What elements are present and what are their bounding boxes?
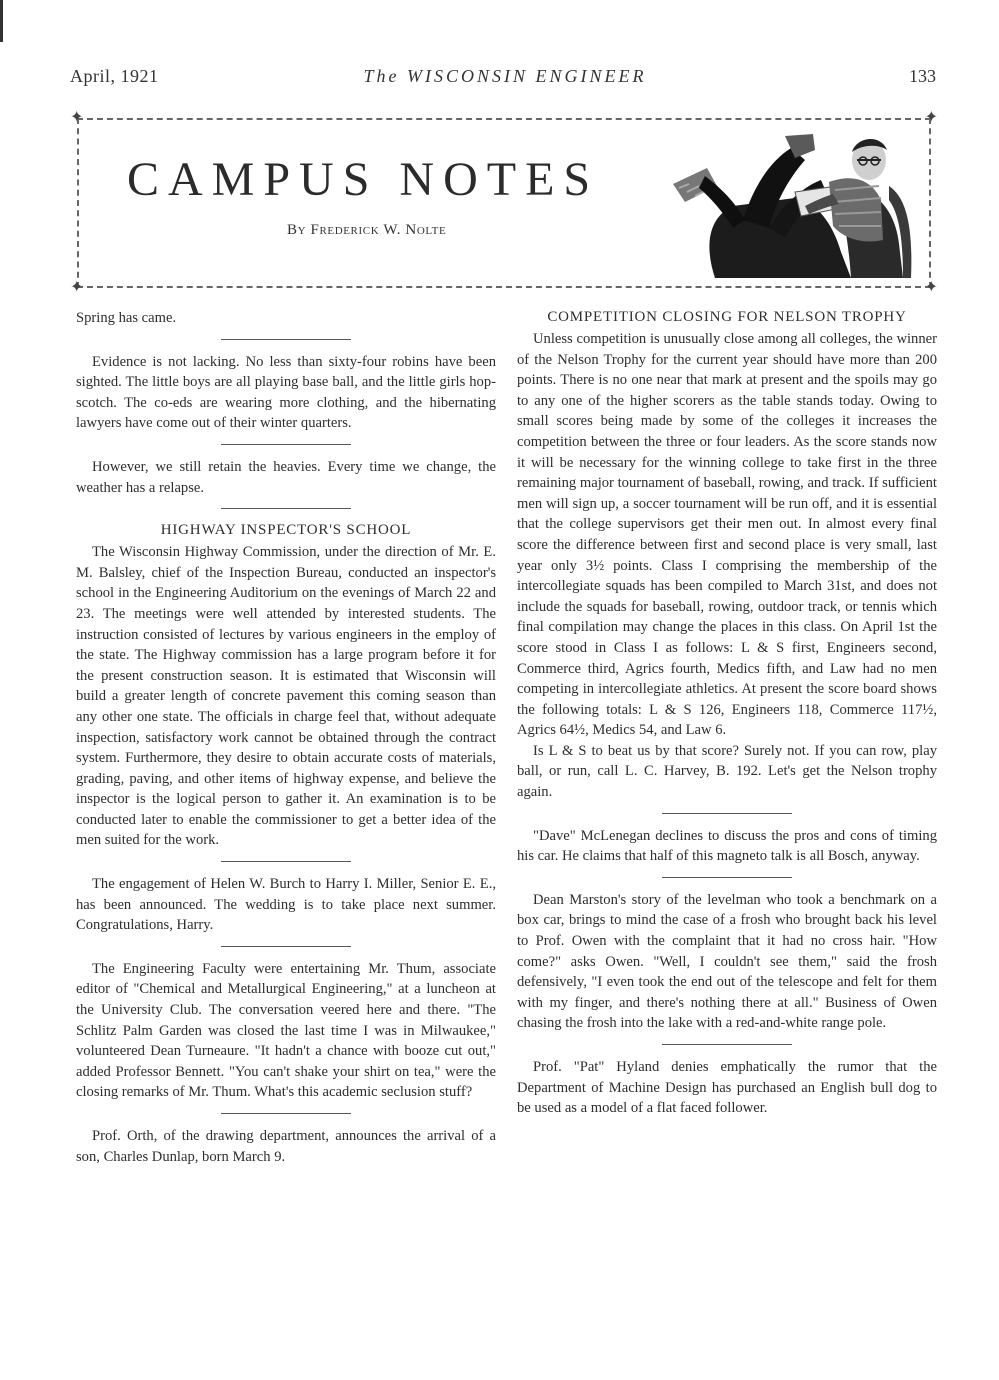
left-column <box>76 308 496 1167</box>
page-edge-mark <box>0 0 3 42</box>
right-column <box>517 308 937 1119</box>
section-divider <box>662 877 792 878</box>
corner-ornament-icon: ✦ <box>924 279 938 296</box>
issue-date: April, 1921 <box>70 66 159 86</box>
nelson-trophy-heading: COMPETITION CLOSING FOR NELSON TROPHY <box>547 309 907 325</box>
mclenegan-note: "Dave" McLenegan declines to discuss the pros and cons of timing his car. He claims that half of this magneto talk is all Bosch, anyway. <box>517 827 937 865</box>
section-divider <box>221 861 351 862</box>
section-divider <box>221 444 351 445</box>
engagement-note: The engagement of Helen W. Burch to Harry I. Miller, Senior E. E., has been announced. The wedding is to take place next summer. Congratulations, Harry. <box>76 876 496 934</box>
section-divider <box>662 813 792 814</box>
running-header <box>70 66 940 92</box>
journal-title: The WISCONSIN ENGINEER <box>363 66 647 86</box>
spring-note: Spring has came. <box>76 310 177 326</box>
section-divider <box>662 1044 792 1045</box>
highway-school-article: The Wisconsin Highway Commission, under the direction of Mr. E. M. Balsley, chief of the Inspection Bureau, conducted an inspector's school in the Engineering Auditorium on the evenings of March 22 and 23. The meetings were well attended by interested students. The instruction consisted of lectures by various engineers in the employ of the state. The Highway commission has a large program before it for the present construction season. It is estimated that Wisconsin will build a greater length of concrete pavement this coming season than any other one state. The officials in charge feel that, without adequate inspection, satisfactory work cannot be obtained through the contract system. Furthermore, they desire to obtain accurate costs of materials, grading, paving, and other items of highway expense, and believe the inspector is the logical person to gather it. An examination is to be conducted later to enable the commissioner to get a better idea of the men suited for the work. <box>76 544 496 849</box>
corner-ornament-icon: ✦ <box>70 109 84 126</box>
campus-notes-banner <box>70 109 938 296</box>
nelson-trophy-call: Is L & S to beat us by that score? Surely not. If you can row, play ball, or run, call L. C. Harvey, B. 192. Let's get the Nelson trophy again. <box>517 742 937 801</box>
banner-right-rule <box>929 118 931 288</box>
author-byline: By Frederick W. Nolte <box>287 222 447 238</box>
corner-ornament-icon: ✦ <box>70 279 84 296</box>
robins-note: Evidence is not lacking. No less than sixty-four robins have been sighted. The little boys are all playing base ball, and the little girls hop-scotch. The co-eds are wearing more clothing, and the hibernating lawyers have come out of their winter quarters. <box>76 353 496 432</box>
section-divider <box>221 508 351 509</box>
reading-student-illustration-icon <box>645 128 917 280</box>
section-divider <box>221 1113 351 1114</box>
orth-birth-note: Prof. Orth, of the drawing department, announces the arrival of a son, Charles Dunlap, born March 9. <box>76 1128 496 1165</box>
hyland-note: Prof. "Pat" Hyland denies emphatically the rumor that the Department of Machine Design has purchased an English bull dog to be used as a model of a flat faced follower. <box>517 1059 937 1117</box>
section-divider <box>221 946 351 947</box>
corner-ornament-icon: ✦ <box>924 109 938 126</box>
banner-left-rule <box>77 118 79 288</box>
page-number: 133 <box>909 66 936 86</box>
section-divider <box>221 339 351 340</box>
heavies-note: However, we still retain the heavies. Every time we change, the weather has a relapse. <box>76 458 496 496</box>
banner-bottom-rule <box>77 286 931 288</box>
marston-story-note: Dean Marston's story of the levelman who took a benchmark on a box car, brings to mind the case of a frosh who brought back his level to Prof. Owen with the complaint that it had no cross hair. "How come?" asks Owen. "Well, I couldn't see them," said the frosh defensively, "I even took the end out of the telescope and felt for them with my finger, and there's nothing there at all." Business of Owen chasing the frosh into the lake with a red-and-white range pole. <box>517 891 937 1032</box>
section-title: CAMPUS NOTES <box>127 153 600 206</box>
faculty-luncheon-note: The Engineering Faculty were entertaining Mr. Thum, associate editor of "Chemical and Metallurgical Engineering," at a luncheon at the University Club. The conversation veered here and there. "The Schlitz Palm Garden was closed the last time I was in Milwaukee," volunteered Dean Turneaure. "It hadn't a chance with booze cut out," added Professor Bennett. "You can't shake your shirt on tea," were the closing remarks of Mr. Thum. What's this academic seclusion stuff? <box>76 960 496 1101</box>
banner-top-rule <box>77 118 931 120</box>
highway-school-heading: HIGHWAY INSPECTOR'S SCHOOL <box>160 522 412 539</box>
nelson-trophy-article: Unless competition is unusually close among all colleges, the winner of the Nelson Trophy for the current year should have more than 200 points. There is no one near that mark at present and the spoils may go to any one of the higher scorers as the table stands today. Owing to small scores being made by some of the colleges it increases the competition between the three or four leaders. As the score stands now it will be necessary for the winning college to take first in the three remaining major tournament of baseball, rowing, and track. If sufficient men will sign up, a soccer tournament will be run off, and it is essential that the college supervisors get their men out. In almost every final score the difference between first and second place is very small, last year only 3½ points. Class I comprising the membership of the intercollegiate squads has been compiled to March 31st, and does not include the squads for baseball, rowing, outdoor track, or tennis which final compilation may change the places in this class. On April 1st the score stood in Class I as follows: L & S first, Engineers second, Commerce third, Agrics fourth, Medics fifth, and Law had no men competing in intercollegiate athletics. At present the score board shows the following totals: L & S 126, Engineers 118, Commerce 117½, Agrics 64½, Medics 54, and Law 6. <box>517 331 937 739</box>
